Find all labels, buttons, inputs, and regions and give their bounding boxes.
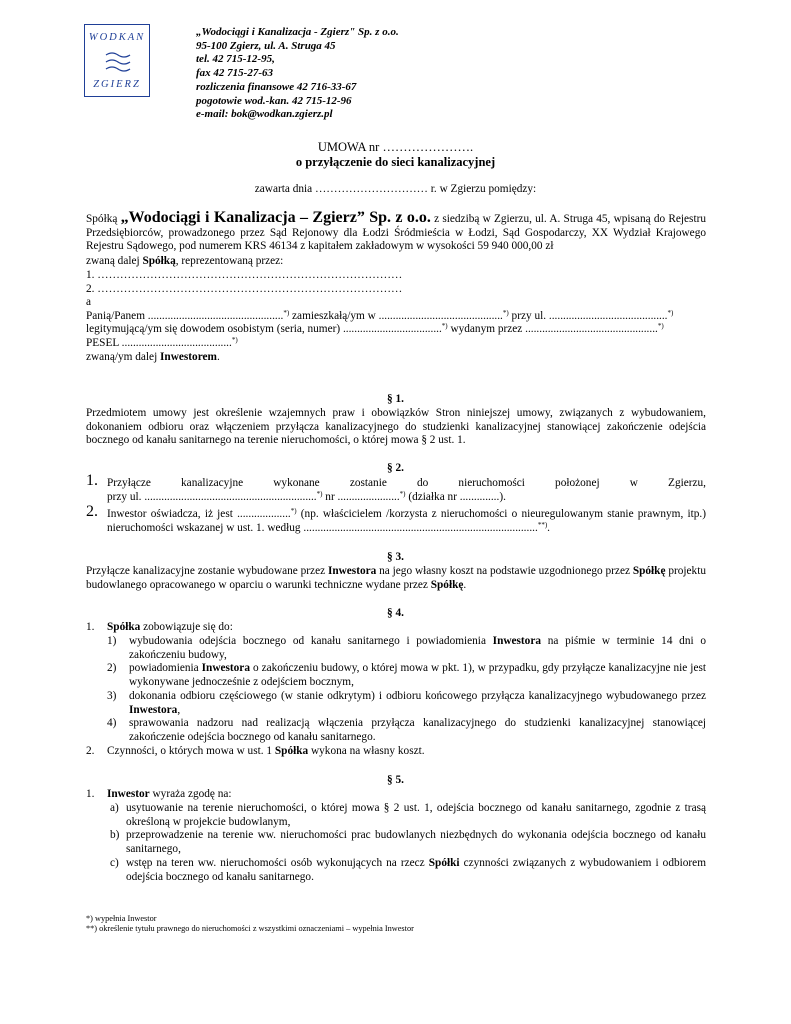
party-named bbox=[86, 255, 706, 269]
text: Czynności, o których mowa w ust. 1 bbox=[107, 745, 275, 757]
section-4-intro bbox=[107, 621, 233, 635]
company-email: e-mail: bok@wodkan.zgierz.pl bbox=[196, 108, 333, 121]
section-5-item-c-num: c) bbox=[110, 857, 119, 869]
footnote-mark: *) bbox=[399, 490, 406, 498]
document-title bbox=[0, 140, 791, 170]
text: dokonania odbioru częściowego (w stanie odkrytym) i odbioru końcowego przyłącza kanalizacyjnego wybudowanego przez bbox=[129, 690, 706, 702]
section-2-item-1-line2 bbox=[107, 491, 506, 505]
text: przy ul. ............................................................. bbox=[107, 491, 317, 503]
text-bold: Spółka bbox=[274, 745, 309, 757]
section-5-item-b-num: b) bbox=[110, 829, 120, 841]
party-company bbox=[86, 211, 706, 254]
section-4-item-1-num: 1) bbox=[107, 635, 117, 647]
text-bold: Spółkę bbox=[430, 578, 464, 591]
footnote-1: *) wypełnia Inwestor bbox=[86, 914, 157, 923]
footnote-mark: *) bbox=[667, 309, 674, 317]
text: wyraża zgodę na: bbox=[149, 788, 232, 800]
investor-named bbox=[86, 351, 706, 365]
text: . bbox=[463, 578, 467, 591]
text: projektu budowlanego opracowanego w oparciu o warunki techniczne wydane przez bbox=[86, 565, 706, 591]
title-line2: o przyłączenie do sieci kanalizacyjnej bbox=[295, 155, 496, 169]
footnote-mark: *) bbox=[657, 322, 664, 330]
text: powiadomienia bbox=[129, 662, 202, 674]
logo-text-bottom: ZGIERZ bbox=[93, 79, 141, 91]
text: czynności związanych z wybudowaniem i odbiorem odejścia bocznego od kanału sanitarnego. bbox=[126, 857, 706, 883]
text: , reprezentowaną przez: bbox=[175, 255, 284, 267]
text-bold: Inwestora bbox=[492, 635, 541, 647]
footnote-mark: *) bbox=[316, 490, 323, 498]
text: (np. właścicielem /korzysta z nieruchomości o nieuregulowanym stanie prawnym, itp.) nieruchomości wskazanej w ust. 1. według ................................................................................... bbox=[107, 508, 706, 534]
footnote-2: **) określenie tytułu prawnego do nieruchomości z wszystkimi oznaczeniami – wypełnia Inwestor bbox=[86, 924, 414, 933]
company-address: 95-100 Zgierz, ul. A. Struga 45 bbox=[196, 39, 336, 52]
investor-line-1 bbox=[86, 310, 706, 324]
section-4-heading: § 4. bbox=[387, 607, 404, 619]
company-fax: fax 42 715-27-63 bbox=[196, 67, 273, 80]
text: wykona na własny koszt. bbox=[308, 745, 425, 757]
text: przy ul. .......................................... bbox=[508, 310, 668, 322]
section-3-heading: § 3. bbox=[387, 551, 404, 563]
text: o zakończeniu budowy, o której mowa w pkt. 1), w przypadku, gdy przyłącze kanalizacyjne nie jest wykonywane jednocześnie z odejściem bocznym, bbox=[129, 662, 706, 688]
section-5-item-c bbox=[126, 857, 706, 884]
section-5-num-1: 1. bbox=[86, 788, 95, 800]
section-5-item-a-num: a) bbox=[110, 802, 119, 814]
section-4-num-2: 2. bbox=[86, 745, 95, 757]
text-bold: Inwestora bbox=[201, 662, 250, 674]
company-logo bbox=[84, 24, 150, 97]
footnote-mark: **) bbox=[537, 520, 548, 529]
section-4-num-1: 1. bbox=[86, 621, 95, 633]
section-4-item-2 bbox=[129, 662, 706, 689]
text-bold: Inwestorem bbox=[160, 351, 217, 363]
text: , bbox=[177, 703, 181, 716]
representative-2: 2. ……………………………………………………………………… bbox=[86, 283, 403, 295]
text-bold: Inwestora bbox=[327, 565, 377, 577]
text-bold: Spółką bbox=[142, 255, 176, 267]
section-5-item-a: usytuowanie na terenie nieruchomości, o której mowa § 2 ust. 1, odejścia bocznego od kanału sanitarnego, zgodnie z trasą określoną w projekcie budowlanym, bbox=[126, 802, 706, 828]
footnote-mark: *) bbox=[441, 322, 448, 330]
section-2-item-2 bbox=[107, 508, 706, 535]
section-2-num-2: 2. bbox=[86, 503, 98, 520]
company-emergency: pogotowie wod.-kan. 42 715-12-96 bbox=[196, 94, 352, 107]
company-tel: tel. 42 715-12-95, bbox=[196, 53, 275, 66]
section-4-item-4: sprawowania nadzoru nad realizacją włączenia przyłącza kanalizacyjnego do studzienki kanalizacyjnej stanowiącej zakończenie odejścia bocznego od kanału sanitarnego. bbox=[129, 717, 706, 743]
section-5-item-b: przeprowadzenie na terenie ww. nieruchomości prac budowlanych niezbędnych do wykonania odejścia bocznego od kanału sanitarnego, bbox=[126, 829, 706, 855]
section-2-num-1: 1. bbox=[86, 472, 98, 489]
text: zamieszkałą/ym w ............................................ bbox=[289, 310, 503, 322]
party-company-name: „Wodociągi i Kanalizacja – Zgierz” Sp. z o.o. bbox=[120, 209, 431, 226]
section-2-heading: § 2. bbox=[387, 462, 404, 474]
investor-line-2 bbox=[86, 323, 706, 337]
party-company-details: z siedzibą w Zgierzu, ul. A. Struga 45, wpisaną do Rejestru Przedsiębiorców, prowadzonego przez Sąd Rejonowy dla Łodzi Śródmieścia w Łodzi, Sąd Gospodarczy, XX Wydział Krajowego Rejestru Sądowego, pod numerem KRS 46134 z kapitałem zakładowym w wysokości 59 940 000,00 zł bbox=[86, 213, 706, 253]
text: wybudowania odejścia bocznego od kanału sanitarnego i powiadomienia bbox=[129, 635, 493, 647]
text: Panią/Panem ................................................ bbox=[86, 310, 284, 322]
section-4-item-3 bbox=[129, 690, 706, 717]
footnote-mark: *) bbox=[231, 336, 238, 344]
text: Inwestor oświadcza, iż jest ................... bbox=[107, 508, 291, 520]
text: legitymującą/ym się dowodem osobistym (seria, numer) ................................... bbox=[86, 323, 442, 335]
and-word: a bbox=[86, 296, 92, 308]
section-3-text bbox=[86, 565, 706, 592]
text: zwaną/ym dalej bbox=[86, 351, 161, 363]
text: . bbox=[216, 351, 220, 363]
text: zwaną dalej bbox=[86, 255, 143, 267]
section-4-item-3-num: 3) bbox=[107, 690, 117, 702]
text: wydanym przez ............................................... bbox=[447, 323, 658, 335]
waves-icon bbox=[105, 51, 131, 73]
logo-text-top: WODKAN bbox=[88, 32, 146, 43]
section-1-text: Przedmiotem umowy jest określenie wzajemnych praw i obowiązków Stron niniejszej umowy, związanych z wybudowaniem, dokonaniem odbioru oraz włączeniem przyłącza kanalizacyjnego do studzienki kanalizacyjnej stanowiącej zakończenie odejścia bocznego od kanału sanitarnego na terenie nieruchomości, o której mowa § 2 ust. 1. bbox=[86, 407, 706, 447]
section-4-para-2 bbox=[107, 745, 425, 759]
text-bold: Inwestora bbox=[129, 703, 178, 716]
text: zobowiązuje się do: bbox=[140, 621, 233, 633]
text: PESEL ....................................... bbox=[86, 337, 232, 349]
concluded-line: zawarta dnia ………………………… r. w Zgierzu pomiędzy: bbox=[254, 183, 537, 195]
text: Przyłącze kanalizacyjne zostanie wybudowane przez bbox=[86, 565, 328, 577]
section-4-item-4-num: 4) bbox=[107, 717, 117, 729]
section-4-item-2-num: 2) bbox=[107, 662, 117, 674]
text: na jego własny koszt na podstawie uzgodnionego przez bbox=[376, 565, 633, 577]
section-5-heading: § 5. bbox=[387, 774, 404, 786]
representative-1: 1. ……………………………………………………………………… bbox=[86, 269, 403, 281]
footnote-mark: *) bbox=[290, 507, 297, 515]
footnote-mark: *) bbox=[283, 309, 290, 317]
section-4-item-1 bbox=[129, 635, 706, 662]
text: . bbox=[547, 521, 550, 534]
text-bold: Spółka bbox=[107, 621, 141, 633]
party-prefix: Spółką bbox=[86, 213, 121, 225]
company-settlements: rozliczenia finansowe 42 716-33-67 bbox=[196, 80, 357, 93]
text-bold: Inwestor bbox=[107, 788, 150, 800]
text: (działka nr ..............). bbox=[405, 491, 506, 503]
investor-pesel bbox=[86, 337, 706, 351]
text: nr ...................... bbox=[322, 491, 400, 503]
section-1-heading: § 1. bbox=[387, 393, 404, 405]
company-name: „Wodociągi i Kanalizacja - Zgierz" Sp. z o.o. bbox=[196, 26, 399, 38]
company-header bbox=[196, 26, 399, 122]
section-5-intro bbox=[107, 788, 232, 802]
text-bold: Spółki bbox=[428, 857, 460, 869]
text: na piśmie w terminie 14 dni o zakończeniu budowy, bbox=[129, 635, 706, 661]
footnote-mark: *) bbox=[502, 309, 509, 317]
text-bold: Spółkę bbox=[632, 565, 666, 577]
text: wstęp na teren ww. nieruchomości osób wykonujących na rzecz bbox=[126, 857, 429, 869]
title-line1: UMOWA nr …………………. bbox=[317, 140, 474, 154]
section-2-item-1-line1: Przyłącze kanalizacyjne wykonane zostanie do nieruchomości położonej w Zgierzu, bbox=[107, 477, 706, 489]
